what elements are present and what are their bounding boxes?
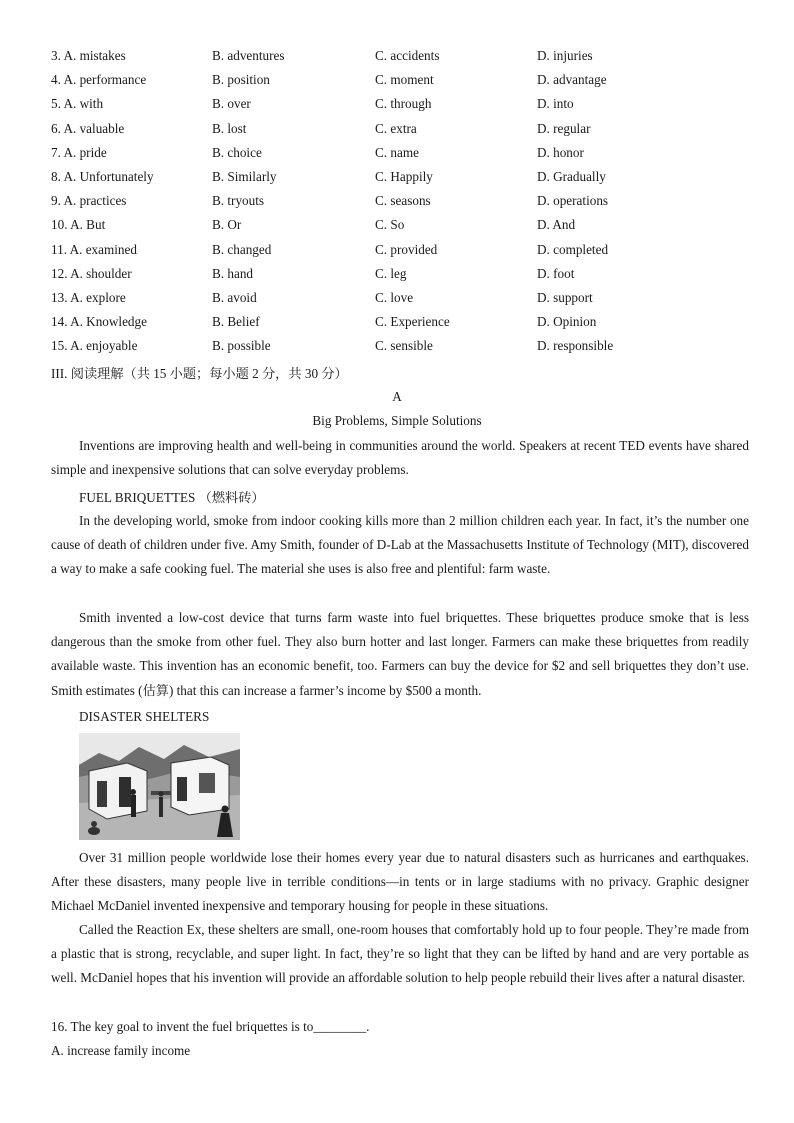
- option-b: B. avoid: [212, 290, 257, 305]
- option-b: B. hand: [212, 265, 254, 281]
- option-row: [51, 96, 751, 116]
- option-row: [51, 242, 751, 262]
- question-number: 5.: [51, 96, 61, 112]
- option-a: [51, 314, 147, 330]
- option-d: D. regular: [537, 120, 591, 136]
- option-a: [51, 145, 107, 161]
- question-16: 16. The key goal to invent the fuel briquettes is to________.: [51, 1019, 370, 1034]
- option-text: A. practices: [63, 193, 127, 209]
- option-a: [51, 169, 154, 185]
- option-text: A. performance: [63, 72, 147, 88]
- option-c: C. extra: [375, 120, 417, 136]
- option-c: C. through: [375, 96, 432, 112]
- option-d: D. into: [537, 96, 574, 112]
- option-row: [51, 145, 751, 165]
- option-c: C. provided: [375, 241, 438, 257]
- option-d: D. advantage: [537, 72, 607, 88]
- option-d: D. Opinion: [537, 314, 597, 330]
- question-number: 15.: [51, 338, 68, 354]
- paragraph-disasters: Over 31 million people worldwide lose their homes every year due to natural disasters such as hurricanes and earthquakes. After these disasters, many people live in terrible conditions—in tents or in large stadiums with no privacy. Graphic designer Michael McDaniel invented inexpensive and temporary housing for people in these situations.: [51, 850, 749, 914]
- question-number: 14.: [51, 314, 68, 330]
- paragraph-reaction-ex: Called the Reaction Ex, these shelters are small, one-room houses that comfortably hold up to four people. They’re made from a plastic that is strong, recyclable, and super light. In fact, they’re so light that they can be lifted by hand and are very portable as well. McDaniel hopes that his invention will provide an affordable solution to help people rebuild their lives after a natural disaster.: [51, 922, 749, 986]
- option-c: C. leg: [375, 265, 407, 281]
- option-row: [51, 338, 751, 358]
- option-d: D. operations: [537, 193, 609, 209]
- section-heading: III. 阅读理解（共 15 小题；每小题 2 分，共 30 分）: [51, 366, 348, 381]
- option-c: C. Experience: [375, 314, 450, 330]
- question-number: 4.: [51, 72, 61, 88]
- option-b: B. over: [212, 96, 251, 112]
- question-number: 10.: [51, 217, 68, 233]
- option-a: [51, 242, 137, 258]
- paragraph-smoke: In the developing world, smoke from indoor cooking kills more than 2 million children each year. In fact, it’s the number one cause of death of children under five. Amy Smith, founder of D-Lab at the Massachusetts Institute of Technology (MIT), discovered a way to make a safe cooking fuel. The material she uses is also free and plentiful: farm waste.: [51, 513, 749, 577]
- paragraph-device: Smith invented a low-cost device that turns farm waste into fuel briquettes. These briquettes produce smoke that is less dangerous than the smoke from other fuel. They also burn hotter and last longer. Farmers can make these briquettes from readily available waste. This invention has an economic benefit, too. Farmers can buy the device for $2 and sell briquettes they don’t use. Smith estimates (估算) that this can increase a farmer’s income by $500 a month.: [51, 610, 749, 698]
- option-c: C. seasons: [375, 193, 431, 209]
- option-text: A. valuable: [63, 120, 125, 136]
- question-16-option-a: A. increase family income: [51, 1043, 191, 1058]
- question-number: 6.: [51, 120, 61, 136]
- option-b: B. position: [212, 72, 270, 88]
- option-text: A. shoulder: [70, 265, 132, 281]
- option-row: [51, 72, 751, 92]
- question-number: 13.: [51, 290, 68, 305]
- option-a: [51, 121, 124, 137]
- option-d: D. And: [537, 217, 576, 233]
- option-row: [51, 169, 751, 189]
- option-b: B. tryouts: [212, 193, 265, 209]
- option-c: C. accidents: [375, 48, 440, 63]
- option-a: [51, 72, 146, 88]
- option-c: C. moment: [375, 72, 434, 88]
- question-number: 12.: [51, 265, 68, 281]
- question-number: 8.: [51, 169, 61, 184]
- option-c: C. Happily: [375, 169, 433, 184]
- option-row: [51, 290, 751, 310]
- option-a: [51, 217, 105, 233]
- option-a: [51, 290, 126, 306]
- option-b: B. choice: [212, 144, 262, 160]
- option-c: C. name: [375, 144, 419, 160]
- option-text: A. examined: [69, 241, 137, 257]
- option-text: A. Knowledge: [70, 314, 147, 330]
- option-row: [51, 121, 751, 141]
- option-row: [51, 217, 751, 237]
- option-row: [51, 314, 751, 334]
- intro-paragraph: Inventions are improving health and well-being in communities around the world. Speakers at recent TED events have shared simple and inexpensive solutions that can solve everyday problems.: [51, 438, 749, 478]
- option-c: C. So: [375, 217, 405, 233]
- question-number: 11.: [51, 241, 67, 257]
- option-b: B. changed: [212, 241, 272, 257]
- option-row: [51, 48, 751, 68]
- subheading-disaster-shelters: DISASTER SHELTERS: [79, 709, 210, 724]
- passage-letter: A: [392, 389, 402, 404]
- option-text: A. Unfortunately: [63, 169, 154, 184]
- option-d: D. injuries: [537, 48, 593, 63]
- option-b: B. Or: [212, 217, 242, 233]
- question-number: 9.: [51, 193, 61, 209]
- option-d: D. support: [537, 290, 593, 305]
- option-d: D. honor: [537, 144, 584, 160]
- option-text: A. with: [63, 96, 104, 112]
- option-a: [51, 96, 103, 112]
- option-a: [51, 266, 132, 282]
- option-a: [51, 193, 126, 209]
- option-b: B. adventures: [212, 48, 285, 63]
- passage-title: Big Problems, Simple Solutions: [312, 413, 482, 428]
- option-row: [51, 193, 751, 213]
- option-a: [51, 48, 126, 64]
- option-d: D. completed: [537, 241, 609, 257]
- option-text: A. mistakes: [63, 48, 126, 63]
- shelter-photo: [79, 733, 240, 840]
- option-d: D. foot: [537, 265, 575, 281]
- option-b: B. lost: [212, 120, 247, 136]
- question-number: 7.: [51, 144, 61, 160]
- option-text: A. pride: [63, 144, 107, 160]
- option-c: C. sensible: [375, 338, 433, 354]
- option-row: [51, 266, 751, 286]
- option-b: B. possible: [212, 338, 271, 354]
- option-a: [51, 338, 137, 354]
- option-d: D. responsible: [537, 338, 614, 354]
- option-text: A. But: [70, 217, 106, 233]
- option-text: A. explore: [70, 290, 126, 305]
- option-d: D. Gradually: [537, 169, 606, 184]
- question-number: 3.: [51, 48, 61, 63]
- subheading-fuel-briquettes: FUEL BRIQUETTES （燃料砖）: [79, 490, 265, 505]
- option-b: B. Similarly: [212, 169, 277, 184]
- option-text: A. enjoyable: [70, 338, 138, 354]
- option-c: C. love: [375, 290, 414, 305]
- option-b: B. Belief: [212, 314, 260, 330]
